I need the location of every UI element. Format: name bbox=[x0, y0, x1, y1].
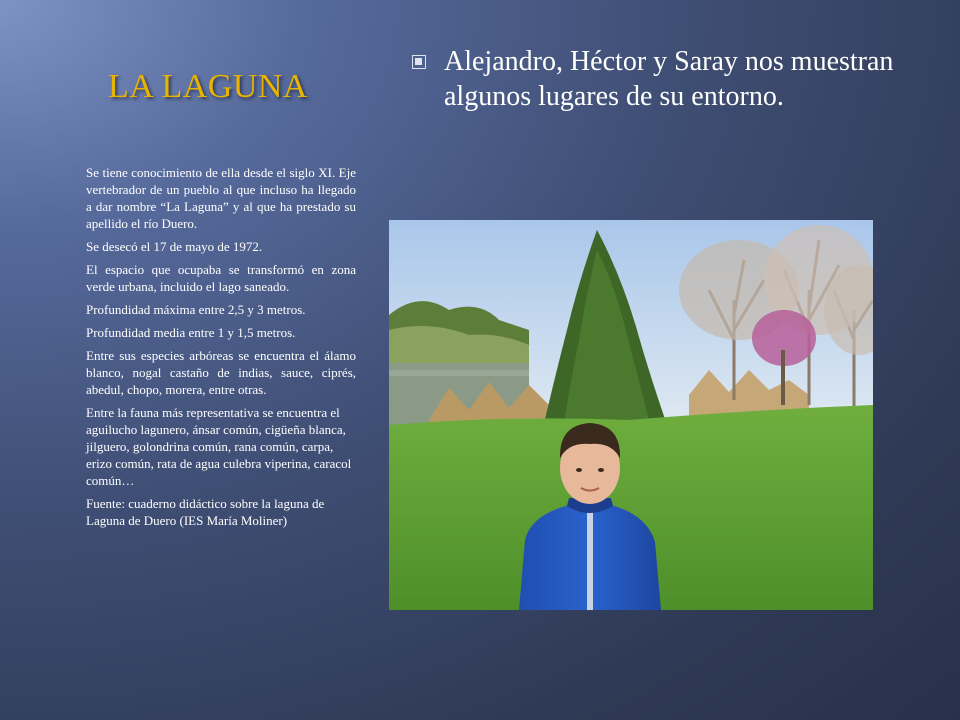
bullet-item bbox=[412, 44, 932, 114]
bullet-text: Alejandro, Héctor y Saray nos muestran algunos lugares de su entorno. bbox=[444, 46, 894, 112]
paragraph-dried-date: Se desecó el 17 de mayo de 1972. bbox=[86, 239, 263, 254]
park-photo bbox=[389, 220, 873, 610]
paragraph-max-depth: Profundidad máxima entre 2,5 y 3 metros. bbox=[86, 302, 306, 317]
description-text-box bbox=[86, 164, 356, 535]
paragraph-green-zone: El espacio que ocupaba se transformó en zona verde urbana, incluido el lago saneado. bbox=[86, 262, 356, 294]
park-photo-illustration bbox=[389, 220, 873, 610]
paragraph-fauna: Entre la fauna más representativa se encuentra el aguilucho lagunero, ánsar común, cigüeña blanca, jilguero, golondrina común, rana común, carpa, erizo común, rata de agua culebra viperina, caracol común… bbox=[86, 405, 352, 488]
paragraph-tree-species: Entre sus especies arbóreas se encuentra el álamo blanco, nogal castaño de indias, sauce, ciprés, abedul, chopo, morera, entre otras. bbox=[86, 348, 356, 397]
paragraph-source: Fuente: cuaderno didáctico sobre la laguna de Laguna de Duero (IES María Moliner) bbox=[86, 496, 325, 528]
paragraph-mean-depth: Profundidad media entre 1 y 1,5 metros. bbox=[86, 325, 296, 340]
paragraph-history: Se tiene conocimiento de ella desde el siglo XI. Eje vertebrador de un pueblo al que incluso ha llegado a dar nombre “La Laguna” y al que ha prestado su apellido el río Duero. bbox=[86, 165, 356, 231]
slide-title: LA LAGUNA bbox=[108, 68, 308, 105]
square-bullet-icon bbox=[412, 55, 426, 69]
